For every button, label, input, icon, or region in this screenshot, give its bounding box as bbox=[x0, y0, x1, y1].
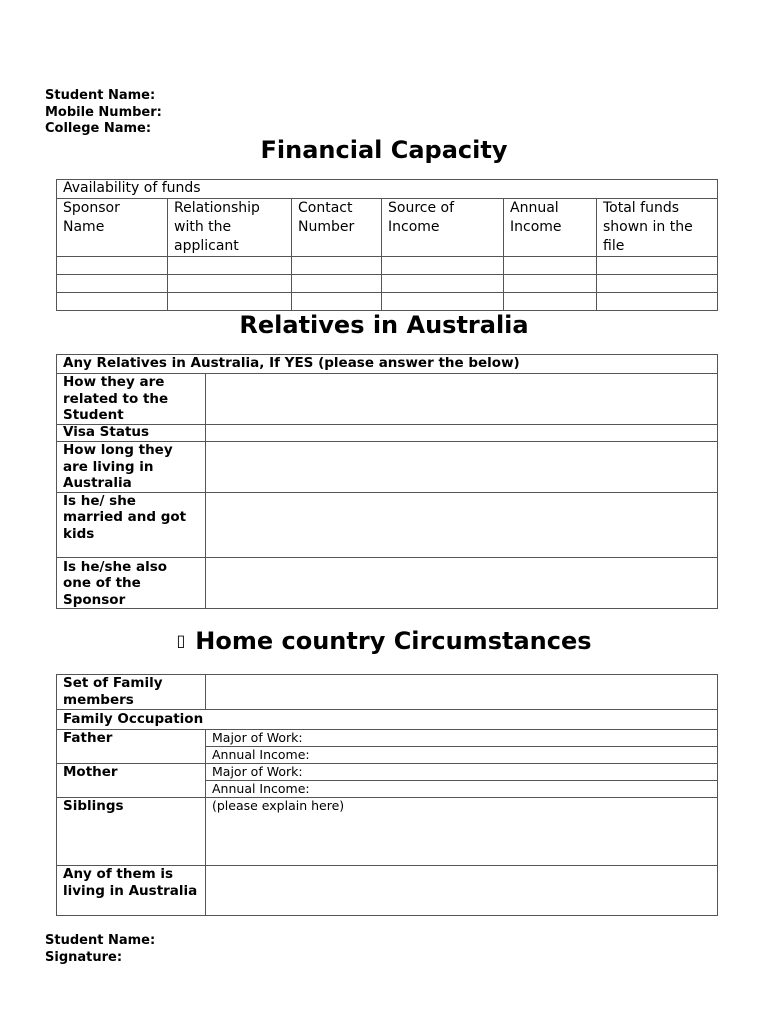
col-relationship: Relationship with the applicant bbox=[168, 199, 292, 257]
table-row bbox=[57, 275, 718, 293]
footer-student-name-label: Student Name: bbox=[45, 933, 156, 948]
mother-major-of-work[interactable]: Major of Work: bbox=[206, 764, 718, 781]
row-label-set-of-family: Set of Family members bbox=[57, 675, 206, 710]
empty-cell[interactable] bbox=[292, 293, 382, 311]
college-name-label: College Name: bbox=[45, 121, 152, 136]
missing-glyph-icon: ▯ bbox=[176, 631, 186, 650]
footer-signature-block bbox=[45, 933, 155, 966]
col-contact-number: Contact Number bbox=[292, 199, 382, 257]
answer-cell[interactable] bbox=[206, 425, 718, 442]
empty-cell[interactable] bbox=[382, 275, 504, 293]
answer-cell[interactable] bbox=[206, 374, 718, 425]
student-info-header bbox=[45, 88, 162, 138]
empty-cell[interactable] bbox=[168, 293, 292, 311]
father-major-of-work[interactable]: Major of Work: bbox=[206, 730, 718, 747]
mother-annual-income[interactable]: Annual Income: bbox=[206, 781, 718, 798]
table-row bbox=[57, 730, 718, 747]
empty-cell[interactable] bbox=[504, 257, 597, 275]
table-row bbox=[57, 866, 718, 916]
empty-cell[interactable] bbox=[168, 257, 292, 275]
empty-cell[interactable] bbox=[597, 293, 718, 311]
row-label-siblings: Siblings bbox=[57, 798, 206, 866]
table-row bbox=[57, 764, 718, 781]
row-label-how-long: How long they are living in Australia bbox=[57, 442, 206, 493]
empty-cell[interactable] bbox=[57, 257, 168, 275]
relatives-table bbox=[56, 354, 718, 609]
row-label-sponsor: Is he/she also one of the Sponsor bbox=[57, 557, 206, 609]
home-country-table bbox=[56, 674, 718, 916]
row-label-father: Father bbox=[57, 730, 206, 764]
family-occupation-label: Family Occupation bbox=[57, 710, 718, 730]
answer-cell[interactable] bbox=[206, 557, 718, 609]
empty-cell[interactable] bbox=[292, 257, 382, 275]
row-label-relation: How they are related to the Student bbox=[57, 374, 206, 425]
financial-capacity-table bbox=[56, 179, 718, 311]
answer-cell[interactable] bbox=[206, 492, 718, 557]
table-row bbox=[57, 492, 718, 557]
table-row bbox=[57, 442, 718, 493]
answer-cell[interactable] bbox=[206, 866, 718, 916]
financial-capacity-title: Financial Capacity bbox=[260, 136, 508, 164]
empty-cell[interactable] bbox=[168, 275, 292, 293]
table-row bbox=[57, 798, 718, 866]
home-country-title-text: Home country Circumstances bbox=[195, 627, 592, 655]
empty-cell[interactable] bbox=[57, 293, 168, 311]
col-annual-income: Annual Income bbox=[504, 199, 597, 257]
empty-cell[interactable] bbox=[292, 275, 382, 293]
col-source-of-income: Source of Income bbox=[382, 199, 504, 257]
signature-label: Signature: bbox=[45, 949, 123, 965]
answer-cell[interactable] bbox=[206, 442, 718, 493]
table-row bbox=[57, 557, 718, 609]
answer-cell[interactable] bbox=[206, 675, 718, 710]
col-total-funds: Total funds shown in the file bbox=[597, 199, 718, 257]
student-name-label: Student Name: bbox=[45, 88, 156, 103]
table-row bbox=[57, 257, 718, 275]
empty-cell[interactable] bbox=[597, 257, 718, 275]
table-row bbox=[57, 374, 718, 425]
home-country-title bbox=[0, 627, 768, 655]
father-annual-income[interactable]: Annual Income: bbox=[206, 747, 718, 764]
mobile-number-label: Mobile Number: bbox=[45, 104, 162, 120]
empty-cell[interactable] bbox=[504, 275, 597, 293]
availability-of-funds-label: Availability of funds bbox=[57, 180, 718, 199]
table-row bbox=[57, 425, 718, 442]
row-label-mother: Mother bbox=[57, 764, 206, 798]
row-label-married: Is he/ she married and got kids bbox=[57, 492, 206, 557]
empty-cell[interactable] bbox=[57, 275, 168, 293]
empty-cell[interactable] bbox=[382, 293, 504, 311]
empty-cell[interactable] bbox=[504, 293, 597, 311]
row-label-living-in-australia: Any of them is living in Australia bbox=[57, 866, 206, 916]
empty-cell[interactable] bbox=[597, 275, 718, 293]
relatives-title: Relatives in Australia bbox=[239, 311, 529, 339]
col-sponsor-name: Sponsor Name bbox=[57, 199, 168, 257]
relatives-section-label: Any Relatives in Australia, If YES (please answer the below) bbox=[57, 355, 718, 374]
empty-cell[interactable] bbox=[382, 257, 504, 275]
table-row bbox=[57, 675, 718, 710]
siblings-answer-cell[interactable]: (please explain here) bbox=[206, 798, 718, 866]
row-label-visa-status: Visa Status bbox=[57, 425, 206, 442]
table-row bbox=[57, 293, 718, 311]
